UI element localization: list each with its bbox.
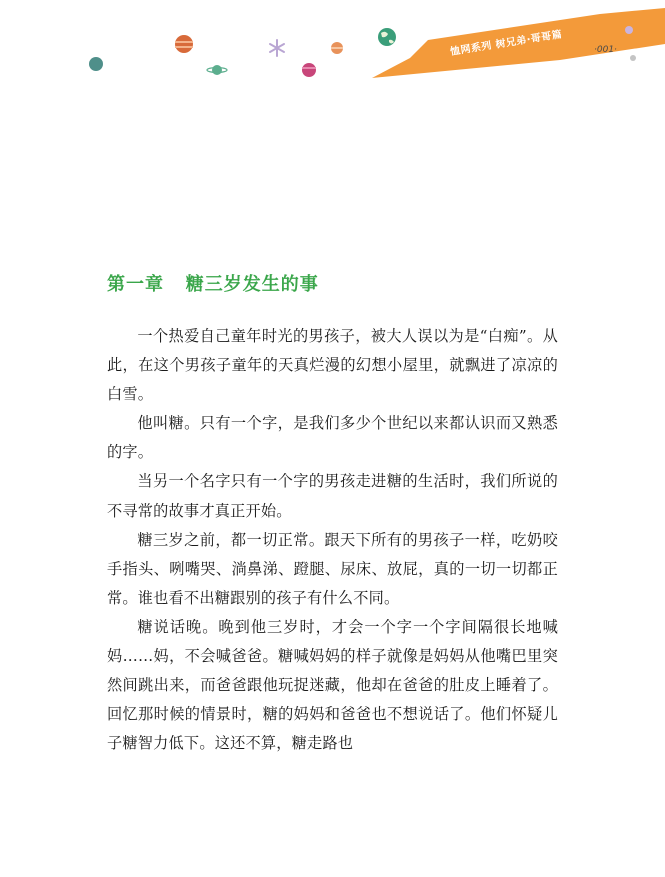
grey-dot-icon [630, 55, 636, 61]
pink-planet-icon [302, 63, 316, 77]
striped-planet-icon [175, 35, 193, 53]
paragraph: 糖说话晚。晚到他三岁时，才会一个字一个字间隔很长地喊妈……妈，不会喊爸爸。糖喊妈妈的样子就像是妈妈从他嘴巴里突然间跳出来，而爸爸跟他玩捉迷藏，他却在爸爸的肚皮上睡着了。回忆那时候的情景时，糖的妈妈和爸爸也不想说话了。他们怀疑儿子糖智力低下。这还不算，糖走路也 [107, 617, 558, 753]
ringed-planet-icon [207, 65, 227, 75]
purple-dot-icon [625, 26, 633, 34]
sparkle-star-icon [270, 40, 284, 56]
paragraph: 糖三岁之前，都一切正常。跟天下所有的男孩子一样，吃奶咬手指头、咧嘴哭、淌鼻涕、蹬腿、尿床、放屁，真的一切一切都正常。谁也看不出糖跟别的孩子有什么不同。 [107, 530, 558, 607]
paragraph: 他叫糖。只有一个字，是我们多少个世纪以来都认识而又熟悉的字。 [107, 414, 558, 462]
series-banner-label: 恤网系列 树兄弟·哥哥篇 [449, 29, 564, 58]
body-text [107, 322, 558, 758]
paragraph: 当另一个名字只有一个字的男孩走进糖的生活时，我们所说的不寻常的故事才真正开始。 [107, 472, 558, 520]
chapter-title: 第一章 糖三岁发生的事 [107, 274, 319, 295]
earth-planet-icon [378, 28, 396, 46]
teal-planet-icon [89, 57, 103, 71]
paragraph: 一个热爱自己童年时光的男孩子，被大人误以为是“白痴”。从此，在这个男孩子童年的天真烂漫的幻想小屋里，就飘进了凉凉的白雪。 [107, 327, 558, 404]
header-decoration [0, 0, 665, 90]
small-orange-planet-icon [331, 42, 343, 54]
page-number: ·001· [594, 45, 617, 55]
